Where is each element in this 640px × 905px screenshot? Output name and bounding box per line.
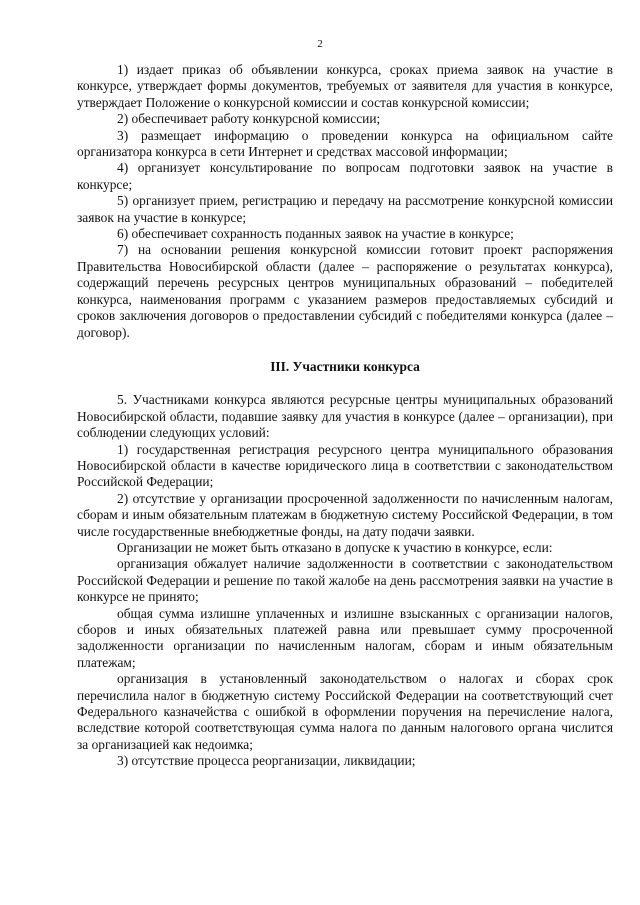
paragraph-item-4: 4) организует консультирование по вопросам подготовки заявок на участие в конкурсе; (77, 160, 613, 192)
section-heading: III. Участники конкурса (270, 358, 420, 374)
document-body (77, 62, 613, 770)
paragraph-item-2: 2) обеспечивает работу конкурсной комиссии; (117, 111, 381, 127)
paragraph-exceptions-intro: Организации не может быть отказано в допуске к участию в конкурсе, если: (117, 539, 553, 555)
page-number: 2 (317, 38, 323, 50)
paragraph-item-5: 5) организует прием, регистрацию и передачу на рассмотрение конкурсной комиссии заявок на участие в конкурсе; (77, 193, 613, 225)
paragraph-clause-5: 5. Участниками конкурса являются ресурсные центры муниципальных образований Новосибирской области, подавшие заявку для участия в конкурсе (далее – организации), при соблюдении следующих условий: (77, 392, 613, 441)
paragraph-item-1: 1) издает приказ об объявлении конкурса, сроках приема заявок на участие в конкурсе, утверждает формы документов, требуемых от заявителя для участия в конкурсе, утверждает Положение о конкурсной комиссии и состав конкурсной комиссии; (77, 62, 613, 110)
paragraph-exception-2: общая сумма излишне уплаченных и излишне взысканных с организации налогов, сборов и иных обязательных платежей равна или превышает сумму просроченной задолженности организации по начисленным налогам, сборам и иным обязательным платежам; (77, 605, 613, 670)
paragraph-condition-2: 2) отсутствие у организации просроченной задолженности по начисленным налогам, сборам и иным обязательным платежам в бюджетную систему Российской Федерации, в том числе государственные внебюджетные фонды, на дату подачи заявки. (77, 490, 613, 539)
paragraph-exception-3: организация в установленный законодательством о налогах и сборах срок перечислила налог в бюджетную систему Российской Федерации на соответствующий счет Федерального казначейства с ошибкой в оформлении поручения на перечисление налога, вследствие которой соответствующая сумма налога по данным налогового органа числится за организацией как недоимка; (77, 671, 613, 752)
paragraph-exception-1: организация обжалует наличие задолженности в соответствии с законодательством Российской Федерации и решение по такой жалобе на день рассмотрения заявки на участие в конкурсе не принято; (77, 556, 613, 605)
paragraph-condition-3: 3) отсутствие процесса реорганизации, ликвидации; (117, 753, 416, 769)
paragraph-item-6: 6) обеспечивает сохранность поданных заявок на участие в конкурсе; (117, 226, 514, 242)
paragraph-item-3: 3) размещает информацию о проведении конкурса на официальном сайте организатора конкурса в сети Интернет и средствах массовой информации; (77, 127, 613, 160)
paragraph-item-7: 7) на основании решения конкурсной комиссии готовит проект распоряжения Правительства Новосибирской области (далее – распоряжение о результатах конкурса), содержащий перечень ресурсных центров муниципальных образований – победителей конкурса, наименования программ с указанием размеров предоставляемых субсидий и сроков заключения договоров о предоставлении субсидий с победителями конкурса (далее – договор). (77, 242, 613, 340)
paragraph-condition-1: 1) государственная регистрация ресурсного центра муниципального образования Новосибирской области в качестве юридического лица в соответствии с законодательством Российской Федерации; (77, 441, 613, 490)
